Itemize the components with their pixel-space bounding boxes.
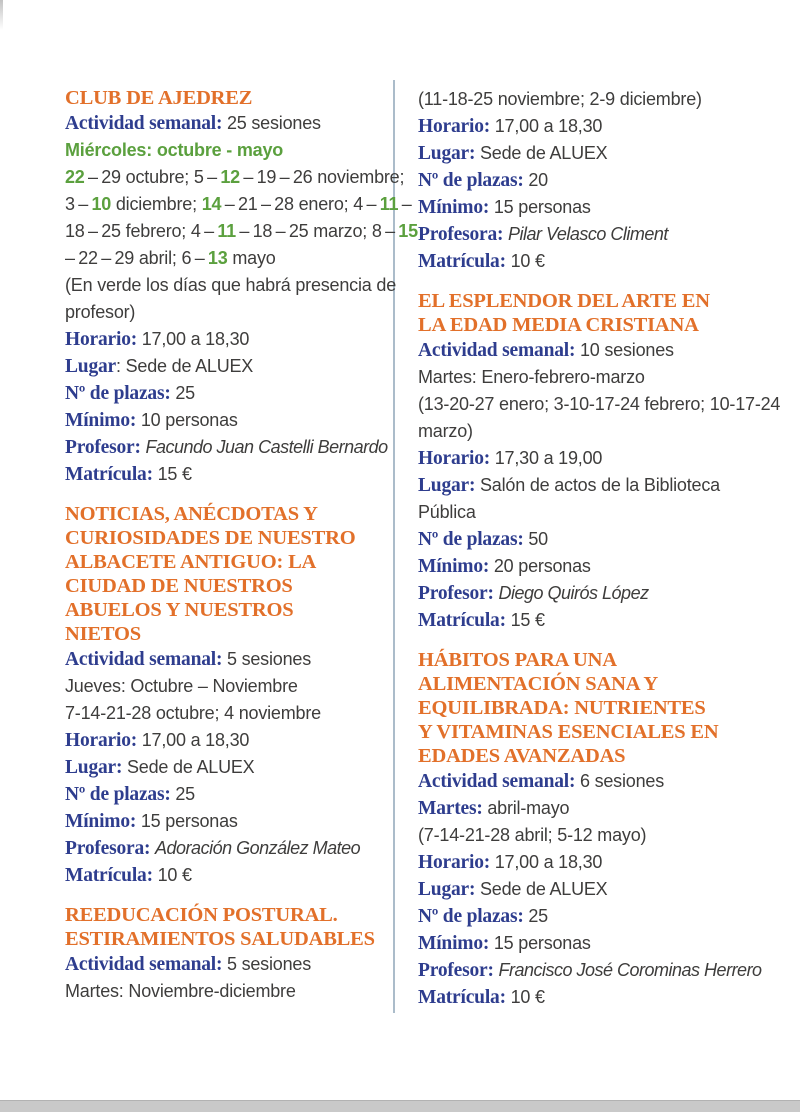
green-highlight-date: 12: [220, 167, 240, 187]
text-line: [418, 768, 794, 795]
text: 10 €: [510, 987, 545, 1007]
field-label: Lugar:: [418, 143, 480, 164]
text: (7-14-21-28 abril; 5-12 mayo): [418, 825, 647, 845]
section-title-line: HÁBITOS PARA UNA: [418, 649, 617, 671]
field-label: Horario:: [65, 730, 142, 751]
text-line: [418, 607, 794, 634]
field-label: Lugar:: [65, 757, 127, 778]
text: (En verde los días que habrá presencia de: [65, 275, 397, 295]
person-name: Pilar Velasco Climent: [508, 224, 668, 244]
page-bottom-shadow: [0, 1100, 800, 1112]
text: diciembre;: [111, 194, 202, 214]
section-title-line: NIETOS: [65, 623, 141, 645]
text-line: [418, 903, 794, 930]
section-title-line: ESTIRAMIENTOS SALUDABLES: [65, 928, 375, 950]
section-title-line: CLUB DE AJEDREZ: [65, 87, 253, 109]
text-line: [65, 380, 395, 407]
activity-section-habitos-alimentacion-sana: [418, 648, 794, 1011]
text-line: [418, 930, 794, 957]
text-line: [65, 272, 395, 299]
section-title-line: NOTICIAS, ANÉCDOTAS Y: [65, 503, 318, 525]
green-highlight-date: 10: [91, 194, 112, 214]
text: 20 personas: [493, 556, 591, 576]
text: – 18 – 25 marzo; 8 –: [235, 221, 399, 241]
text-line: [418, 499, 794, 526]
text: 10 sesiones: [579, 340, 674, 360]
text: 15 personas: [493, 197, 591, 217]
section-title-line: LA EDAD MEDIA CRISTIANA: [418, 314, 699, 336]
field-label: Profesor:: [65, 437, 146, 458]
field-label: Profesora:: [418, 224, 509, 245]
text-line: [65, 434, 395, 461]
field-label: Lugar: [65, 356, 117, 377]
green-highlight-date: 11: [379, 194, 399, 214]
section-title-line: EL ESPLENDOR DEL ARTE EN: [418, 290, 710, 312]
field-label: Horario:: [65, 329, 142, 350]
text-line: [65, 191, 412, 218]
activity-section-reeducacion-postural: [65, 903, 395, 1005]
text: 3 –: [65, 194, 92, 214]
field-label: Horario:: [418, 116, 495, 137]
text-line: [65, 808, 395, 835]
text: 6 sesiones: [579, 771, 665, 791]
text-line: [418, 194, 794, 221]
text: 25: [528, 906, 548, 926]
green-highlight-date: 11: [217, 221, 236, 241]
text: Sede de ALUEX: [126, 757, 255, 777]
right-column: [418, 86, 794, 1011]
person-name: Adoración González Mateo: [155, 838, 361, 858]
text-line: [65, 862, 395, 889]
field-label: Profesor:: [418, 960, 499, 981]
person-name: Facundo Juan Castelli Bernardo: [145, 437, 388, 457]
text-line: [65, 407, 395, 434]
text-line: [418, 984, 794, 1011]
person-name: Diego Quirós López: [498, 583, 649, 603]
field-label: Martes:: [418, 798, 488, 819]
section-title-line: EQUILIBRADA: NUTRIENTES: [418, 697, 706, 719]
text-line: [65, 353, 395, 380]
green-highlight-date: 13: [207, 248, 228, 268]
activity-section-esplendor-arte-edad-media: [418, 289, 794, 634]
text-line: [418, 876, 794, 903]
text: 17,00 a 18,30: [141, 329, 250, 349]
text-line: [65, 164, 405, 191]
text-line: [65, 781, 395, 808]
field-label: Matrícula:: [418, 610, 511, 631]
text: –: [398, 194, 412, 214]
text: Martes: Noviembre-diciembre: [65, 981, 296, 1001]
text: 15 €: [157, 464, 192, 484]
field-label: Lugar:: [418, 475, 480, 496]
text-line: [418, 86, 794, 113]
field-label: Matrícula:: [418, 987, 511, 1008]
text: mayo: [227, 248, 276, 268]
person-name: Francisco José Corominas Herrero: [498, 960, 762, 980]
text-line: [418, 113, 794, 140]
text: 18 – 25 febrero; 4 –: [65, 221, 218, 241]
text: 10 personas: [140, 410, 238, 430]
text-line: [418, 472, 794, 499]
text: Sede de ALUEX: [479, 143, 608, 163]
green-highlight-date: 14: [201, 194, 222, 214]
section-title-line: ABUELOS Y NUESTROS: [65, 599, 294, 621]
text: 15 €: [510, 610, 545, 630]
text-line: [65, 245, 395, 272]
field-label: Profesor:: [418, 583, 499, 604]
text-line: [418, 795, 794, 822]
text: 25: [175, 784, 195, 804]
text: (11-18-25 noviembre; 2-9 diciembre): [418, 89, 702, 109]
activity-section-noticias-albacete-antiguo: [65, 502, 395, 889]
text: Jueves: Octubre – Noviembre: [65, 676, 298, 696]
text-line: [65, 137, 395, 164]
field-label: Mínimo:: [65, 811, 141, 832]
text: 17,00 a 18,30: [494, 852, 603, 872]
text-line: [65, 326, 395, 353]
field-label: Actividad semanal:: [65, 954, 227, 975]
text-line: [65, 218, 418, 245]
text: 50: [528, 529, 548, 549]
text: 15 personas: [140, 811, 238, 831]
section-title-line: CIUDAD DE NUESTROS: [65, 575, 293, 597]
green-highlight-date: 22: [65, 167, 85, 187]
text: 20: [528, 170, 548, 190]
text: 25 sesiones: [226, 113, 321, 133]
text: Salón de actos de la Biblioteca: [479, 475, 720, 495]
text-line: [65, 754, 395, 781]
text: 17,00 a 18,30: [494, 116, 603, 136]
text-line: [65, 673, 395, 700]
text-line: [65, 978, 395, 1005]
text: 5 sesiones: [226, 954, 312, 974]
text-line: [418, 364, 794, 391]
field-label: Matrícula:: [65, 464, 158, 485]
field-label: Horario:: [418, 448, 495, 469]
field-label: Mínimo:: [418, 197, 494, 218]
text-line: [418, 167, 794, 194]
field-label: Horario:: [418, 852, 495, 873]
field-label: Lugar:: [418, 879, 480, 900]
text: : Sede de ALUEX: [116, 356, 254, 376]
text: 10 €: [510, 251, 545, 271]
field-label: Nº de plazas:: [418, 170, 529, 191]
field-label: Mínimo:: [418, 933, 494, 954]
field-label: Mínimo:: [65, 410, 141, 431]
text-line: [418, 445, 794, 472]
activity-section-reeducacion-postural-continuation: [418, 86, 794, 275]
section-title-line: Y VITAMINAS ESENCIALES EN: [418, 721, 719, 743]
text: marzo): [418, 421, 473, 441]
text: 17,30 a 19,00: [494, 448, 603, 468]
text-line: [65, 727, 395, 754]
section-title-line: REEDUCACIÓN POSTURAL.: [65, 904, 338, 926]
field-label: Actividad semanal:: [418, 340, 580, 361]
text-line: [418, 418, 794, 445]
text-line: [65, 951, 395, 978]
text-line: [418, 580, 794, 607]
field-label: Actividad semanal:: [65, 649, 227, 670]
field-label: Nº de plazas:: [65, 383, 176, 404]
field-label: Matrícula:: [418, 251, 511, 272]
section-title-line: CURIOSIDADES DE NUESTRO: [65, 527, 356, 549]
text: Martes: Enero-febrero-marzo: [418, 367, 645, 387]
text-line: [418, 526, 794, 553]
text-line: [65, 700, 395, 727]
field-label: Nº de plazas:: [65, 784, 176, 805]
text: abril-mayo: [487, 798, 570, 818]
text-line: [418, 391, 794, 418]
text: – 29 octubre; 5 –: [84, 167, 221, 187]
field-label: Profesora:: [65, 838, 156, 859]
text: 10 €: [157, 865, 192, 885]
text-line: [65, 461, 395, 488]
text-line: [65, 646, 395, 673]
text-line: [418, 140, 794, 167]
field-label: Actividad semanal:: [418, 771, 580, 792]
section-title-line: ALBACETE ANTIGUO: LA: [65, 551, 317, 573]
text: Pública: [418, 502, 476, 522]
text: 25: [175, 383, 195, 403]
green-highlight-date: 15: [398, 221, 418, 241]
text: 5 sesiones: [226, 649, 312, 669]
field-label: Nº de plazas:: [418, 906, 529, 927]
field-label: Matrícula:: [65, 865, 158, 886]
green-highlight-date: Miércoles: octubre - mayo: [65, 140, 284, 160]
text: – 19 – 26 noviembre;: [239, 167, 405, 187]
text: – 21 – 28 enero; 4 –: [221, 194, 380, 214]
field-label: Actividad semanal:: [65, 113, 227, 134]
left-column: [65, 86, 418, 1005]
text-line: [418, 957, 794, 984]
text-line: [418, 248, 794, 275]
text: (13-20-27 enero; 3-10-17-24 febrero; 10-17-24: [418, 394, 781, 414]
text-line: [418, 553, 794, 580]
text-line: [65, 299, 395, 326]
text-line: [65, 110, 395, 137]
text: – 22 – 29 abril; 6 –: [65, 248, 208, 268]
text-line: [418, 221, 794, 248]
text: 15 personas: [493, 933, 591, 953]
activity-section-club-de-ajedrez: [65, 86, 418, 488]
section-title-line: EDADES AVANZADAS: [418, 745, 626, 767]
page-edge-artifact: [0, 0, 3, 30]
text: 7-14-21-28 octubre; 4 noviembre: [65, 703, 321, 723]
text-line: [418, 849, 794, 876]
text: profesor): [65, 302, 136, 322]
section-title-line: ALIMENTACIÓN SANA Y: [418, 673, 658, 695]
field-label: Mínimo:: [418, 556, 494, 577]
text-line: [418, 822, 794, 849]
text-line: [418, 337, 794, 364]
text: 17,00 a 18,30: [141, 730, 250, 750]
text-line: [65, 835, 395, 862]
text: Sede de ALUEX: [479, 879, 608, 899]
field-label: Nº de plazas:: [418, 529, 529, 550]
